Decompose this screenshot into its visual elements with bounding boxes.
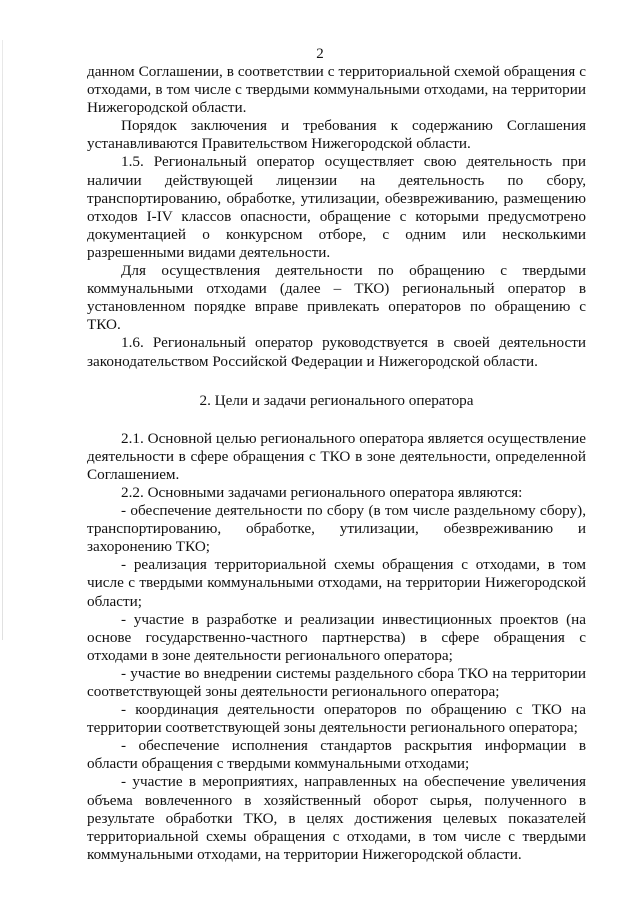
list-item: - участие в разработке и реализации инвестиционных проектов (на основе государственно-частного партнерства) в сфере обращения с отходами в зоне деятельности регионального оператора; <box>87 610 586 664</box>
paragraph: 2.1. Основной целью регионального оператора является осуществление деятельности в сфере обращения с ТКО в зоне деятельности, определенной Соглашением. <box>87 429 586 483</box>
scan-edge-mark <box>2 40 3 640</box>
section-heading: 2. Цели и задачи регионального оператора <box>199 391 474 409</box>
list-item: - реализация территориальной схемы обращения с отходами, в том числе с твердыми коммунальными отходами, на территории Нижегородской области; <box>87 556 586 610</box>
list-item: - координация деятельности операторов по обращению с ТКО на территории соответствующей зоны деятельности регионального оператора; <box>87 701 586 737</box>
document-body <box>87 63 586 864</box>
paragraph: 2.2. Основными задачами регионального оператора являются: <box>121 483 523 501</box>
list-item: - обеспечение деятельности по сбору (в том числе раздельному сбору), транспортированию, обработке, утилизации, обезвреживанию и захоронению ТКО; <box>87 502 586 556</box>
page-number: 2 <box>316 46 324 62</box>
list-item: - участие во внедрении системы раздельного сбора ТКО на территории соответствующей зоны деятельности регионального оператора; <box>87 664 586 700</box>
list-item: - обеспечение исполнения стандартов раскрытия информации в области обращения с твердыми коммунальными отходами; <box>87 737 586 773</box>
paragraph: Для осуществления деятельности по обращению с твердыми коммунальными отходами (далее – ТКО) региональный оператор в установленном порядке вправе привлекать операторов по обращению с ТКО. <box>87 262 586 334</box>
paragraph: данном Соглашении, в соответствии с территориальной схемой обращения с отходами, в том числе с твердыми коммунальными отходами, на территории Нижегородской области. <box>87 63 586 117</box>
paragraph: 1.6. Региональный оператор руководствуется в своей деятельности законодательством Российской Федерации и Нижегородской области. <box>87 334 586 370</box>
paragraph: Порядок заключения и требования к содержанию Соглашения устанавливаются Правительством Нижегородской области. <box>87 117 586 153</box>
paragraph: 1.5. Региональный оператор осуществляет свою деятельность при наличии действующей лицензии на деятельность по сбору, транспортированию, обработке, утилизации, обезвреживанию, размещению отходов I-IV классов опасности, обращение с которыми предусмотрено документацией о конкурсном отборе, с одним или несколькими разрешенными видами деятельности. <box>87 153 586 261</box>
list-item: - участие в мероприятиях, направленных на обеспечение увеличения объема вовлеченного в хозяйственный оборот сырья, полученного в результате обработки ТКО, в целях достижения целевых показателей территориальной схемы обращения с отходами, в том числе с твердыми коммунальными отходами, на территории Нижегородской области. <box>87 773 586 863</box>
